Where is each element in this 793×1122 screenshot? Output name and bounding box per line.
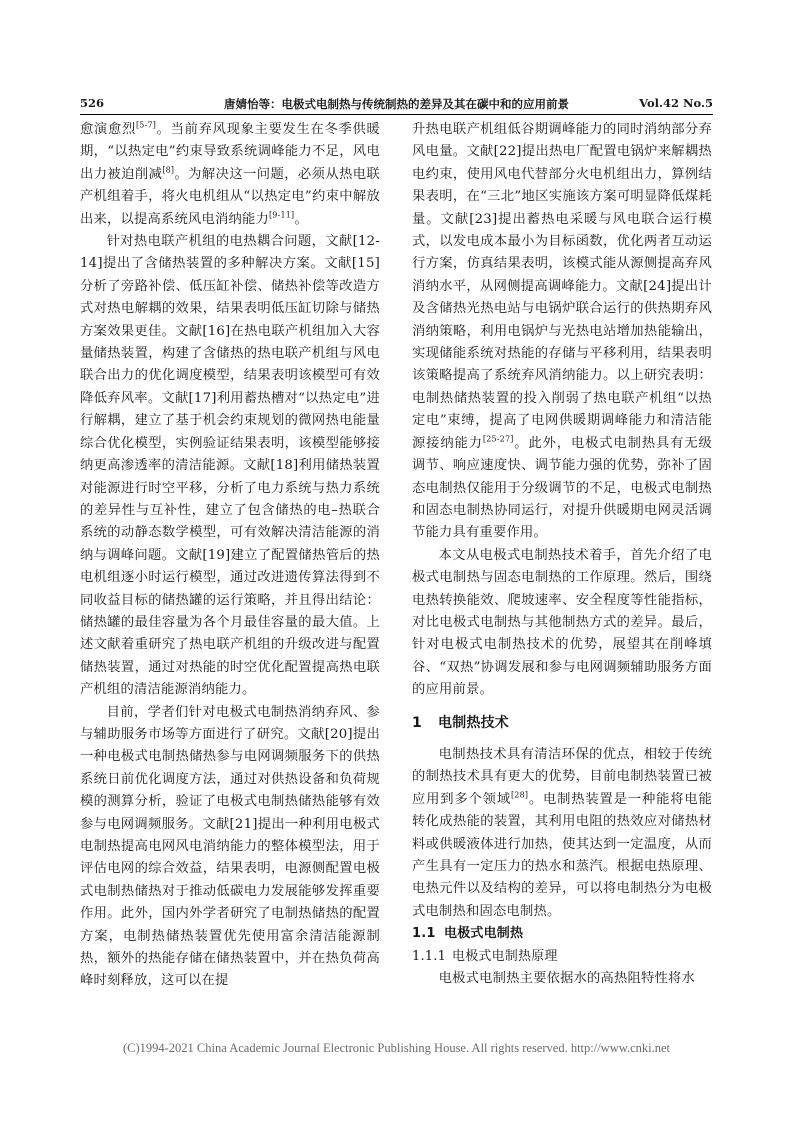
section-number: 1.1 (412, 926, 436, 942)
paragraph (412, 744, 712, 923)
section-number: 1 (412, 714, 422, 731)
paragraph-text: 目前，学者们针对电极式电制热消纳弃风、参与辅助服务市场等方面进行了研究。文献[20]提出一种电极式电制热储热参与电网调频服务下的供热系统日前优化调度方法，通过对供热设备和负荷规模的测算分析，验证了电极式电制热储热能够有效参与电网调频服务。文献[21]提出一种利用电极式电制热提高电网风电消纳能力的整体模型法，用于评估电网的综合效益，结果表明，电源侧配置电极式电制热储热对于推动低碳电力发展能够发挥重要作用。此外，国内外学者研究了电制热储热的配置方案，电制热储热装置优先使用富余清洁能源制热，额外的热能存储在储热装置中，并在热负荷高峰时刻释放，这可以在提 (80, 704, 380, 989)
paragraph-text: 本文从电极式电制热技术着手，首先介绍了电极式电制热与固态电制热的工作原理。然后，围绕电热转换能效、爬坡速率、安全程度等性能指标，对比电极式电制热与其他制热方式的差异。最后，针对电极式电制热技术的优势，展望其在削峰填谷、“双热”协调发展和参与电网调频辅助服务方面的应用前景。 (412, 547, 712, 698)
section-title: 电极式电制热原理 (452, 948, 558, 964)
running-title: 唐婧怡等：电极式电制热与传统制热的差异及其在碳中和的应用前景 (224, 97, 569, 111)
paragraph (80, 231, 380, 702)
running-header (80, 94, 713, 115)
copyright-footer: (C)1994-2021 China Academic Journal Electronic Publishing House. All rights reserved. http://www.cnki.net (122, 1041, 670, 1055)
section-heading (412, 712, 712, 734)
paragraph-text: 。为解决这一问题，必须从热电联产机组着手，将火电机组从“以热定电”约束中解放出来，以提高系统风电消纳能力 (80, 166, 381, 227)
page-number: 526 (80, 96, 105, 110)
citation-ref: [8] (162, 165, 175, 175)
citation-ref: [9-11] (268, 210, 295, 220)
paragraph-text: 电极式电制热主要依据水的高热阻特性将水 (438, 971, 696, 987)
volume-issue: Vol.42 No.5 (639, 96, 713, 110)
section-number: 1.1.1 (412, 948, 447, 964)
paragraph-text: 。电制热装置是一种能将电能转化成热能的装置，其利用电阻的热效应对储热材料或供暖液体进行加热，使其达到一定温度，从而产生具有一定压力的热水和蒸汽。根据电热原理、电热元件以及结构的差异，可以将电制热分为电极式电制热和固态电制热。 (412, 791, 712, 919)
paragraph-text: 针对热电联产机组的电热耦合问题，文献[12-14]提出了含储热装置的多种解决方案。文献[15]分析了旁路补偿、低压缸补偿、储热补偿等改造方式对热电解耦的效果，结果表明低压缸切除与储热方案效果更佳。文献[16]在热电联产机组加入大容量储热装置，构建了含储热的热电联产机组与风电联合出力的优化调度模型，结果表明该模型可有效降低弃风率。文献[17]利用蓄热槽对“以热定电”进行解耦，建立了基于机会约束规划的微网热电能量综合优化模型，实例验证结果表明，该模型能够接纳更高渗透率的清洁能源。文献[18]利用储热装置对能源进行时空平移，分析了电力系统与热力系统的差异性与互补性，建立了包含储热的电–热联合系统的动静态数学模型，可有效解决清洁能源的消纳与调峰问题。文献[19]建立了配置储热管后的热电机组逐小时运行模型，通过改进遗传算法得到不同收益目标的储热罐的运行策略，并且得出结论：储热罐的最佳容量为各个月最佳容量的最大值。上述文献着重研究了热电联产机组的升级改进与配置储热装置，通过对热能的时空优化配置提高热电联产机组的清洁能源消纳能力。 (80, 234, 380, 698)
paragraph (80, 702, 380, 993)
section-title: 电极式电制热 (444, 926, 524, 942)
paragraph (80, 119, 380, 231)
paragraph-text: 。 (294, 211, 308, 227)
paragraph (412, 545, 712, 702)
citation-ref: [28] (510, 790, 529, 800)
paragraph-text: 升热电联产机组低谷期调峰能力的同时消纳部分弃风电量。文献[22]提出热电厂配置电锅炉来解耦热电约束，使用风电代替部分火电机组出力，算例结果表明，在“三北”地区实施该方案可明显降低煤耗量。文献[23]提出蓄热电采暖与风电联合运行模式，以发电成本最小为目标函数，优化两者互动运行方案，仿真结果表明，该模式能从源侧提高弃风消纳水平，从网侧提高调峰能力。文献[24]提出计及含储热光热电站与电锅炉联合运行的供热期弃风消纳策略，利用电锅炉与光热电站增加热能输出，实现储能系统对热能的存储与平移利用，结果表明该策略提高了系统弃风消纳能力。以上研究表明：电制热储热装置的投入削弱了热电联产机组“以热定电”束缚，提高了电网供暖期调峰能力和清洁能源接纳能力 (412, 122, 712, 451)
citation-ref: [25-27] (482, 434, 514, 444)
paragraph-text: 。当前弃风现象主要发生在冬季供暖期，“以热定电”约束导致系统调峰能力不足，风电出力被迫削减 (80, 122, 380, 182)
paragraph-text: 愈演愈烈 (80, 122, 136, 137)
left-column (80, 119, 380, 993)
section-title: 电制热技术 (438, 714, 509, 731)
section-heading (412, 923, 712, 945)
paragraph-text: 电制热技术具有清洁环保的优点，相较于传统的制热技术具有更大的优势，目前电制热装置已被应用到多个领域 (412, 746, 712, 807)
paragraph (412, 968, 712, 990)
section-heading (412, 946, 712, 968)
right-column (412, 119, 712, 990)
paragraph (412, 119, 712, 545)
paragraph-text: 。此外，电极式电制热具有无级调节、响应速度快、调节能力强的优势，弥补了固态电制热仅能用于分级调节的不足，电极式电制热和固态电制热协同运行，对提升供暖期电网灵活调节能力具有重要作用。 (412, 435, 713, 541)
citation-ref: [5-7] (135, 120, 157, 130)
